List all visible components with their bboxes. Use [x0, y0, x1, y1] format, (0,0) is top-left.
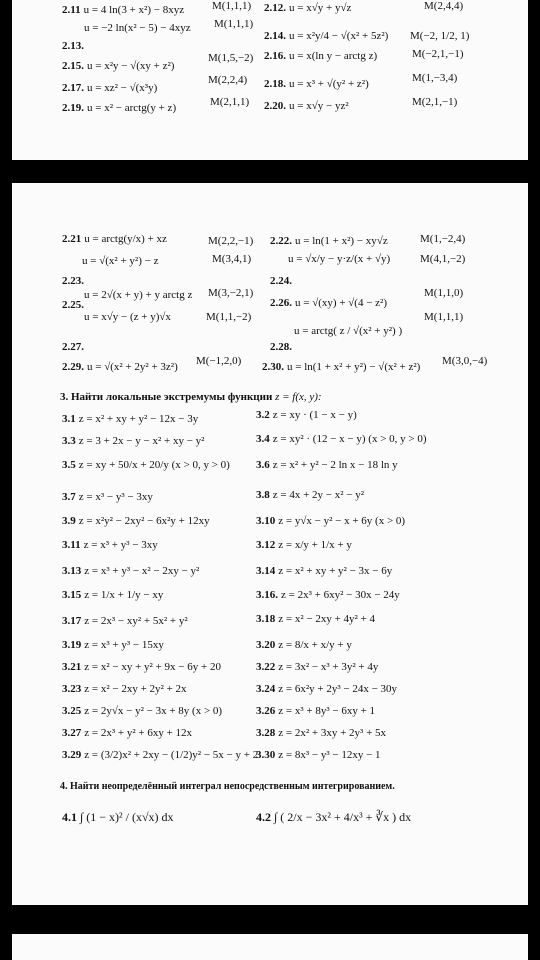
- problem-3-30: 3.30 z = 8x³ − y³ − 12xy − 1: [256, 749, 381, 761]
- problem-3-11: 3.11 z = x³ + y³ − 3xy: [62, 539, 158, 551]
- problem-3-14: 3.14 z = x² + xy + y² − 3x − 6y: [256, 565, 393, 577]
- point-2-26: M(1,1,0): [424, 287, 464, 299]
- problem-2-21: 2.21 u = arctg(y/x) + xz: [62, 233, 167, 245]
- problem-3-18: 3.18 z = x² − 2xy + 4y² + 4: [256, 613, 376, 625]
- point-2-20: M(2,1,−1): [412, 96, 458, 108]
- point-2-18: M(1,−3,4): [412, 72, 458, 84]
- problem-2-13: 2.13.: [62, 40, 84, 52]
- problem-3-1: 3.1 z = x² + xy + y² − 12x − 3y: [62, 413, 199, 425]
- point-2-12: M(2,4,4): [424, 0, 464, 12]
- problem-3-5: 3.5 z = xy + 50/x + 20/y (x > 0, y > 0): [62, 459, 230, 471]
- problem-3-23: 3.23 z = x² − 2xy + 2y² + 2x: [62, 683, 187, 695]
- problem-2-27-expr: u = x√y − (z + y)√x: [84, 311, 171, 323]
- problem-2-23: 2.23.: [62, 275, 84, 287]
- problem-3-22: 3.22 z = 3x² − x³ + 3y² + 4y: [256, 661, 379, 673]
- problem-2-20: 2.20. u = x√y − yz²: [264, 100, 349, 112]
- problem-3-12: 3.12 z = x/y + 1/x + y: [256, 539, 352, 551]
- problem-2-22: 2.22. u = ln(1 + x²) − xy√z: [270, 235, 388, 247]
- problem-2-28-expr: u = arctg( z / √(x² + y²) ): [294, 325, 403, 337]
- problem-2-18: 2.18. u = x³ + √(y² + z²): [264, 78, 369, 90]
- section-3-heading: 3. Найти локальные экстремумы функции z = f(x, y):: [60, 391, 322, 403]
- problem-2-13-expr: u = −2 ln(x² − 5) − 4xyz: [84, 22, 191, 34]
- problem-4-1: 4.1 ∫ (1 − x)² / (x√x) dx: [62, 810, 174, 824]
- point-2-25: M(3,−2,1): [208, 287, 254, 299]
- problem-3-28: 3.28 z = 2x² + 3xy + 2y³ + 5x: [256, 727, 387, 739]
- problem-3-13: 3.13 z = x³ + y³ − x² − 2xy − y²: [62, 565, 200, 577]
- point-2-22: M(1,−2,4): [420, 233, 466, 245]
- main-page: [12, 183, 528, 905]
- point-2-28: M(1,1,1): [424, 311, 464, 323]
- point-2-19: M(2,1,1): [210, 96, 250, 108]
- problem-2-26: 2.26. u = √(xy) + √(4 − z²): [270, 297, 388, 309]
- top-page-fragment: [12, 0, 528, 160]
- problem-2-11: 2.11 u = 4 ln(3 + x²) − 8xyz: [62, 4, 185, 16]
- problem-2-24-expr: u = √x/y − y·z/(x + √y): [288, 253, 391, 265]
- problem-2-30: 2.30. u = ln(1 + x² + y²) − √(x² + z²): [262, 361, 421, 373]
- problem-3-25: 3.25 z = 2y√x − y² − 3x + 8y (x > 0): [62, 705, 223, 717]
- problem-3-6: 3.6 z = x² + y² − 2 ln x − 18 ln y: [256, 459, 398, 471]
- bottom-page-fragment: [12, 934, 528, 960]
- problem-2-19: 2.19. u = x² − arctg(y + z): [62, 102, 177, 114]
- problem-3-29: 3.29 z = (3/2)x² + 2xy − (1/2)y² − 5x − y + 2: [62, 749, 259, 761]
- problem-3-8: 3.8 z = 4x + 2y − x² − y²: [256, 489, 365, 501]
- problem-3-7: 3.7 z = x³ − y³ − 3xy: [62, 491, 153, 503]
- point-2-27: M(1,1,−2): [206, 311, 252, 323]
- problem-4-2: 4.2 ∫ ( 2/x − 3x² + 4/x³ + ∛x ) dx: [256, 810, 412, 824]
- problem-3-4: 3.4 z = xy² · (12 − x − y) (x > 0, y > 0): [256, 433, 427, 445]
- section-4-heading: 4. Найти неопределённый интеграл непосредственным интегрированием.: [60, 781, 395, 792]
- point-2-15: M(1,5,−2): [208, 52, 254, 64]
- problem-3-20: 3.20 z = 8/x + x/y + y: [256, 639, 352, 651]
- problem-3-10: 3.10 z = y√x − y² − x + 6y (x > 0): [256, 515, 406, 527]
- problem-2-25: 2.25.: [62, 299, 84, 311]
- problem-2-28: 2.28.: [270, 341, 292, 353]
- problem-3-26: 3.26 z = x³ + 8y³ − 6xy + 1: [256, 705, 376, 717]
- point-2-21: M(2,2,−1): [208, 235, 254, 247]
- point-2-30: M(3,0,−4): [442, 355, 488, 367]
- point-2-29: M(−1,2,0): [196, 355, 242, 367]
- problem-3-2: 3.2 z = xy · (1 − x − y): [256, 409, 357, 421]
- problem-2-24: 2.24.: [270, 275, 292, 287]
- point-2-24: M(4,1,−2): [420, 253, 466, 265]
- point-2-17: M(2,2,4): [208, 74, 248, 86]
- problem-2-12: 2.12. u = x√y + y√z: [264, 2, 352, 14]
- point-2-16: M(−2,1,−1): [412, 48, 464, 60]
- problem-3-15: 3.15 z = 1/x + 1/y − xy: [62, 589, 164, 601]
- problem-3-24: 3.24 z = 6x²y + 2y³ − 24x − 30y: [256, 683, 398, 695]
- point-2-14: M(−2, 1/2, 1): [410, 30, 470, 42]
- problem-2-17: 2.17. u = xz² − √(x³y): [62, 82, 158, 94]
- point-2-13: M(1,1,1): [214, 18, 254, 30]
- problem-3-27: 3.27 z = 2x³ + y² + 6xy + 12x: [62, 727, 193, 739]
- problem-3-19: 3.19 z = x³ + y³ − 15xy: [62, 639, 164, 651]
- problem-2-23-expr: u = √(x² + y²) − z: [82, 255, 159, 267]
- problem-3-9: 3.9 z = x²y² − 2xy² − 6x²y + 12xy: [62, 515, 210, 527]
- problem-2-14: 2.14. u = x²y/4 − √(x² + 5z²): [264, 30, 389, 42]
- problem-3-17: 3.17 z = 2x³ − xy² + 5x² + y²: [62, 615, 188, 627]
- problem-3-21: 3.21 z = x² − xy + y² + 9x − 6y + 20: [62, 661, 221, 673]
- problem-2-27: 2.27.: [62, 341, 84, 353]
- problem-3-16: 3.16. z = 2x³ + 6xy² − 30x − 24y: [256, 589, 400, 601]
- problem-2-15: 2.15. u = x²y − √(xy + z²): [62, 60, 175, 72]
- problem-2-29: 2.29. u = √(x² + 2y² + 3z²): [62, 361, 178, 373]
- point-2-11: M(1,1,1): [212, 0, 252, 12]
- point-2-23: M(3,4,1): [212, 253, 252, 265]
- problem-3-3: 3.3 z = 3 + 2x − y − x² + xy − y²: [62, 435, 205, 447]
- problem-2-16: 2.16. u = x(ln y − arctg z): [264, 50, 378, 62]
- problem-2-25-expr: u = 2√(x + y) + y arctg z: [84, 289, 193, 301]
